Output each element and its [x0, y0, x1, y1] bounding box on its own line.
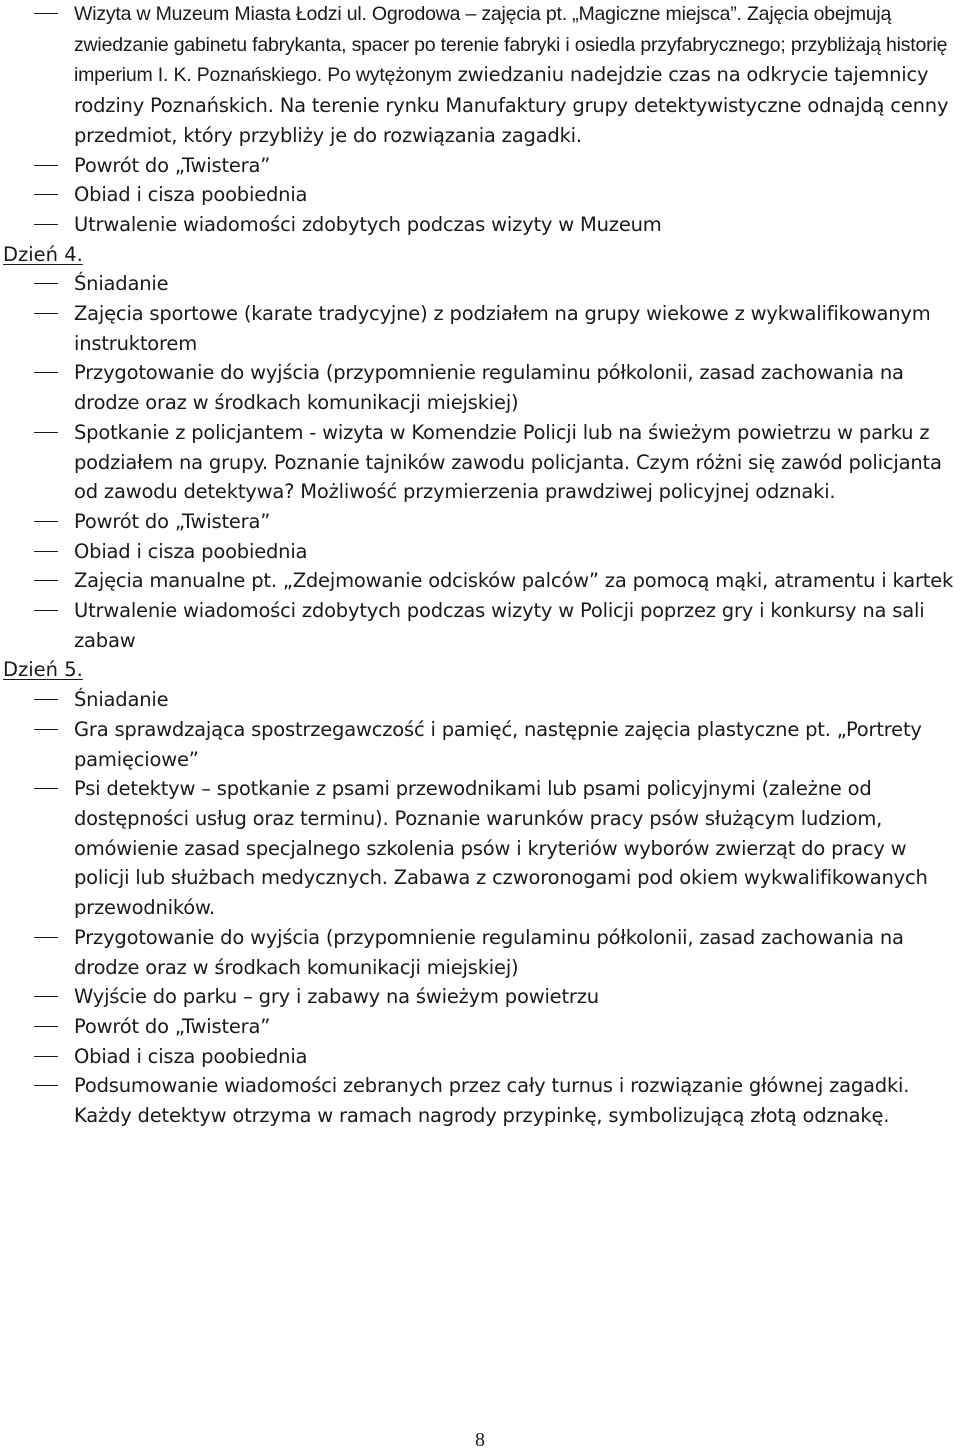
dash-bullet-icon [34, 224, 58, 225]
list-item-text: Śniadanie [74, 272, 169, 296]
list-item-text: Powrót do „Twistera” [74, 153, 271, 177]
list-item-text: Powrót do „Twistera” [74, 509, 271, 533]
list-item [0, 774, 960, 923]
day-5-heading-text: Dzień 5. [3, 658, 83, 682]
dash-bullet-icon [34, 313, 58, 314]
section-a-list [0, 0, 960, 240]
list-item-text: Przygotowanie do wyjścia (przypomnienie regulaminu półkolonii, zasad zachowania na drodze oraz w środkach komunikacji miejskiej) [74, 925, 904, 979]
dash-bullet-icon [34, 165, 58, 166]
list-item-text: Podsumowanie wiadomości zebranych przez cały turnus i rozwiązanie głównej zagadki. Każdy detektyw otrzyma w ramach nagrody przypinkę, symbolizującą złotą odznakę. [74, 1074, 910, 1128]
day-5-heading [0, 655, 960, 685]
dash-bullet-icon [34, 13, 58, 14]
list-item [0, 180, 960, 210]
day-4-heading-text: Dzień 4. [3, 242, 83, 266]
list-item [0, 507, 960, 537]
dash-bullet-icon [34, 937, 58, 938]
dash-bullet-icon [34, 996, 58, 997]
list-item-text: Śniadanie [74, 688, 169, 712]
list-item [0, 0, 960, 151]
list-item-text-part-a: Wizyta w Muzeum Miasta Łodzi ul. Ogrodowa – zajęcia pt. „Magiczne miejsca”. Zajęcia obejmują zwiedzanie gabinetu fabrykanta, spacer po terenie fabryki i osiedla przyfabrycznego; przybliżają historię imperium I. K. Poznańskiego. Po wytężonym [74, 3, 948, 87]
list-item-text: Utrwalenie wiadomości zdobytych podczas wizyty w Muzeum [74, 212, 662, 236]
list-item-text: Przygotowanie do wyjścia (przypomnienie regulaminu półkolonii, zasad zachowania na drodze oraz w środkach komunikacji miejskiej) [74, 361, 904, 415]
list-item-text: Utrwalenie wiadomości zdobytych podczas wizyty w Policji poprzez gry i konkursy na sali zabaw [74, 599, 925, 652]
list-item-text: Psi detektyw – spotkanie z psami przewodnikami lub psami policyjnymi (zależne od dostępności usług oraz terminu). Poznanie warunków pracy psów służącym ludziom, omówienie zasad specjalnego szkolenia psów i kryteriów wyborów zwierząt do pracy w policji lub służbach medycznych. Zabawa z czworonogami pod okiem wykwalifikowanych przewodników. [74, 777, 928, 920]
dash-bullet-icon [34, 580, 58, 581]
list-item-text: Obiad i cisza poobiednia [74, 183, 308, 207]
list-item-text: Obiad i cisza poobiednia [74, 539, 308, 563]
list-item [0, 923, 960, 982]
dash-bullet-icon [34, 551, 58, 552]
list-item-text: Spotkanie z policjantem - wizyta w Komendzie Policji lub na świeżym powietrzu w parku z podziałem na grupy. Poznanie tajników zawodu policjanta. Czym różni się zawód policjanta od zawodu detektywa? Możliwość przymierzenia prawdziwej policyjnej odznaki. [74, 420, 942, 504]
list-item-text-part-b: zwiedzaniu nadejdzie czas na odkrycie tajemnicy rodziny Poznańskich. Na terenie rynku Manufaktury grupy detektywistyczne odnajdą cenny przedmiot, który przybliży je do rozwiązania zagadki. [74, 63, 949, 147]
list-item [0, 537, 960, 567]
list-item-text: Zajęcia sportowe (karate tradycyjne) z podziałem na grupy wiekowe z wykwalifikowanym instruktorem [74, 302, 931, 355]
list-item [0, 299, 960, 358]
dash-bullet-icon [34, 521, 58, 522]
dash-bullet-icon [34, 1056, 58, 1057]
page-number: 8 [475, 1429, 485, 1451]
list-item-text: Wyjście do parku – gry i zabawy na świeżym powietrzu [74, 985, 599, 1009]
dash-bullet-icon [34, 432, 58, 433]
list-item-text: Powrót do „Twistera” [74, 1014, 271, 1038]
list-item [0, 685, 960, 715]
list-item [0, 715, 960, 774]
day-5-list [0, 685, 960, 1131]
list-item [0, 210, 960, 240]
dash-bullet-icon [34, 729, 58, 730]
list-item [0, 358, 960, 417]
dash-bullet-icon [34, 788, 58, 789]
list-item-text: Gra sprawdzająca spostrzegawczość i pamięć, następnie zajęcia plastyczne pt. „Portrety pamięciowe” [74, 717, 922, 771]
list-item [0, 1042, 960, 1072]
dash-bullet-icon [34, 1026, 58, 1027]
list-item [0, 566, 960, 596]
list-item-text: Zajęcia manualne pt. „Zdejmowanie odcisków palców” za pomocą mąki, atramentu i kartek [74, 569, 954, 593]
dash-bullet-icon [34, 1085, 58, 1086]
list-item [0, 1071, 960, 1130]
list-item [0, 269, 960, 299]
list-item [0, 151, 960, 181]
dash-bullet-icon [34, 699, 58, 700]
day-4-list [0, 269, 960, 655]
list-item-text: Obiad i cisza poobiednia [74, 1044, 308, 1068]
day-4-heading [0, 240, 960, 270]
list-item [0, 1012, 960, 1042]
list-item [0, 982, 960, 1012]
list-item [0, 418, 960, 507]
dash-bullet-icon [34, 283, 58, 284]
dash-bullet-icon [34, 372, 58, 373]
dash-bullet-icon [34, 194, 58, 195]
list-item [0, 596, 960, 655]
dash-bullet-icon [34, 610, 58, 611]
